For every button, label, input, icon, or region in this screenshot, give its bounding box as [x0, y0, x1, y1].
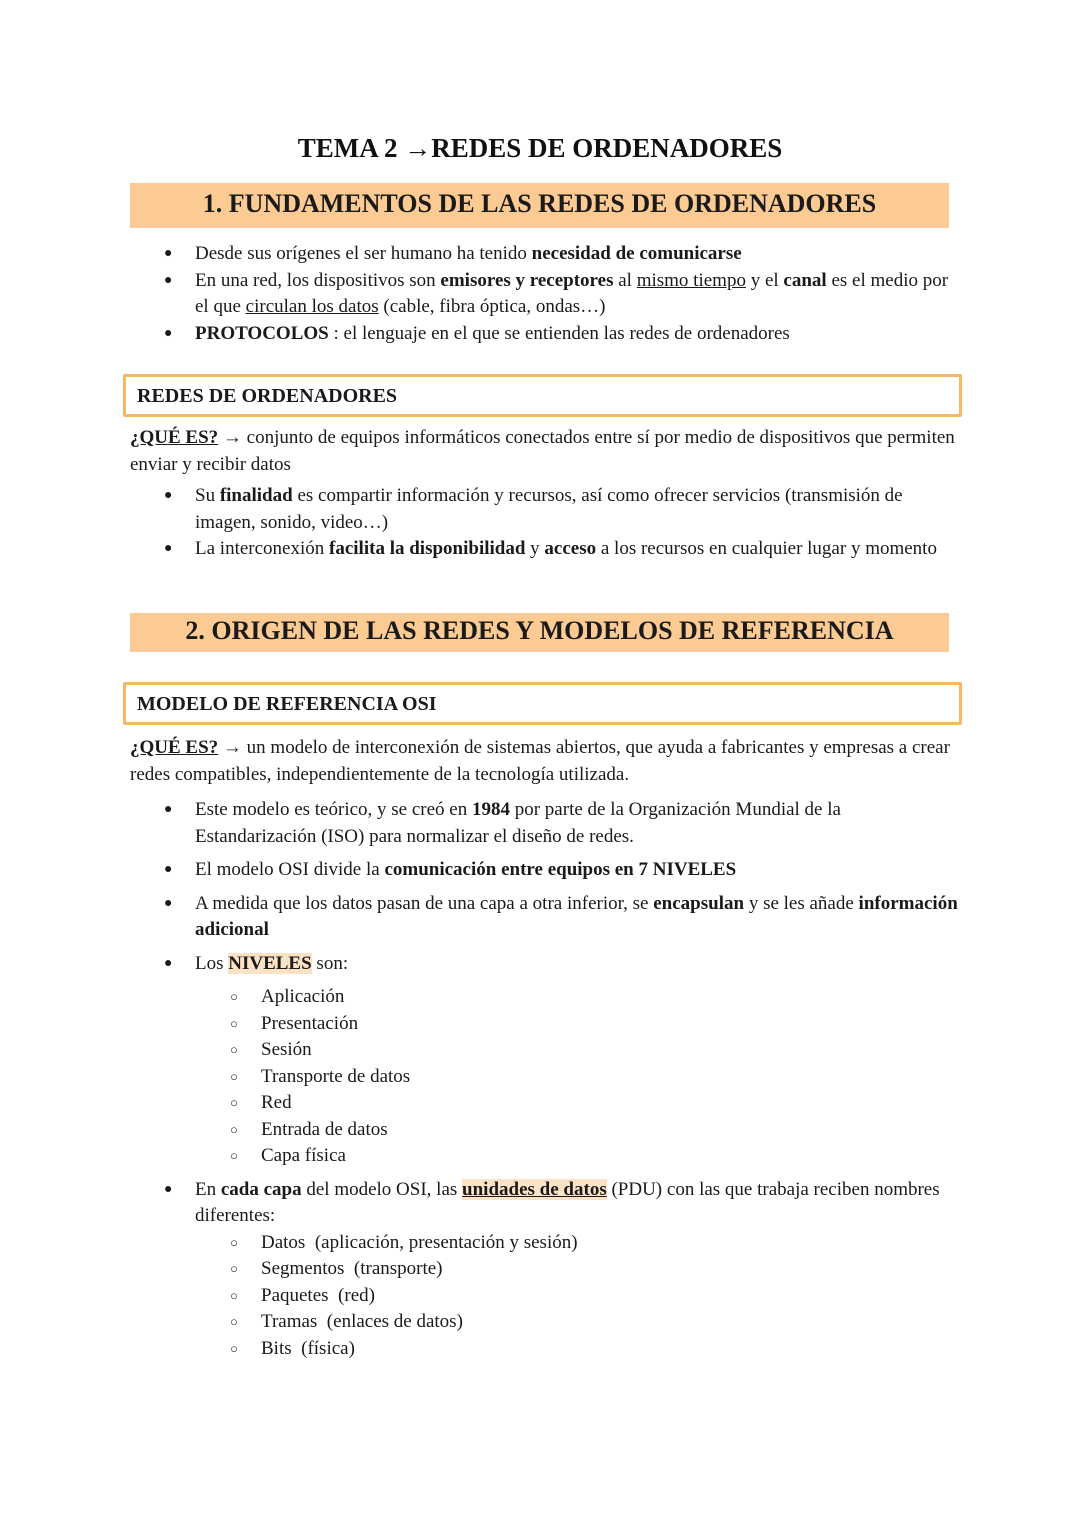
bold-text: información adicional	[195, 892, 958, 940]
definition-redes	[130, 425, 960, 478]
text: Su	[195, 485, 220, 506]
bold-text: emisores y receptores	[440, 269, 614, 291]
underlined-text: mismo tiempo	[636, 269, 746, 291]
list-item	[130, 321, 960, 348]
bold-text: comunicación entre equipos en 7 NIVELES	[384, 859, 737, 880]
pdu-list	[195, 1230, 960, 1363]
circle-bullet-icon: ○	[230, 989, 238, 1004]
sub-list-item	[195, 1309, 960, 1336]
question-label: ¿QUÉ ES?	[130, 427, 219, 448]
text: Sesión	[261, 1039, 312, 1060]
sub-list-item	[195, 984, 960, 1011]
section-heading-fundamentos: 1. FUNDAMENTOS DE LAS REDES DE ORDENADORES	[130, 183, 949, 228]
question-label: ¿QUÉ ES?	[130, 737, 219, 758]
text: En una red, los dispositivos son	[195, 269, 441, 291]
bullet-icon: ●	[164, 246, 173, 261]
text: del modelo OSI, las	[301, 1178, 463, 1200]
text: por parte de la Organización Mundial de la Estandarización (ISO) para normalizar el diseño de redes.	[195, 799, 841, 847]
box-heading-osi: MODELO DE REFERENCIA OSI	[123, 682, 962, 725]
sub-list-item	[195, 1143, 960, 1170]
bold-text: acceso	[544, 538, 597, 559]
text: Este modelo es teórico, y se creó en	[195, 799, 472, 820]
highlighted-text: unidades de datos	[462, 1178, 607, 1200]
text: y	[525, 538, 545, 559]
circle-bullet-icon: ○	[230, 1261, 238, 1276]
bold-text: 1984	[471, 799, 510, 820]
text: a los recursos en cualquier lugar y momento	[596, 538, 937, 559]
bullet-icon: ●	[164, 1181, 173, 1197]
text: Capa física	[261, 1145, 346, 1166]
text: La interconexión	[195, 538, 330, 559]
underlined-text: circulan los datos	[245, 296, 379, 317]
text: Los	[195, 952, 229, 974]
text: Segmentos (transporte)	[261, 1258, 443, 1279]
redes-list	[130, 483, 960, 563]
highlighted-text: NIVELES	[228, 952, 312, 974]
circle-bullet-icon: ○	[230, 1121, 238, 1137]
text: → conjunto de equipos informáticos conectados entre sí por medio de dispositivos que permiten enviar y recibir datos	[130, 427, 955, 475]
list-item	[130, 483, 960, 536]
bullet-icon: ●	[164, 895, 173, 911]
list-item	[130, 857, 960, 884]
text: al	[613, 269, 637, 291]
text: El modelo OSI divide la	[195, 859, 385, 880]
list-item	[130, 536, 960, 563]
text: Red	[261, 1092, 292, 1113]
bold-text: necesidad de comunicarse	[531, 243, 742, 264]
sub-list-item	[195, 1064, 960, 1091]
text: es compartir información y recursos, así como ofrecer servicios (transmisión de imagen, sonido, video…)	[195, 485, 903, 533]
sub-list-item	[195, 1256, 960, 1283]
circle-bullet-icon: ○	[230, 1095, 238, 1110]
text: → un modelo de interconexión de sistemas abiertos, que ayuda a fabricantes y empresas a crear redes compatibles, independientemente de la tecnología utilizada.	[130, 737, 950, 785]
circle-bullet-icon: ○	[230, 1340, 238, 1356]
text: Paquetes (red)	[261, 1284, 375, 1306]
circle-bullet-icon: ○	[230, 1042, 238, 1057]
bullet-icon: ●	[164, 862, 173, 877]
text: Tramas (enlaces de datos)	[261, 1311, 463, 1332]
sub-list-item	[195, 1117, 960, 1144]
sub-list-item	[195, 1283, 960, 1310]
sub-list-item	[195, 1230, 960, 1257]
circle-bullet-icon: ○	[230, 1015, 238, 1031]
text: y se les añade	[744, 892, 859, 914]
text: Transporte de datos	[261, 1065, 411, 1087]
list-item	[130, 797, 960, 850]
text: A medida que los datos pasan de una capa a otra inferior, se	[195, 892, 654, 914]
text: Desde sus orígenes el ser humano ha tenido	[195, 243, 532, 264]
fundamentos-list	[130, 241, 960, 347]
text: es el medio por el que	[195, 269, 949, 317]
bold-text: facilita la disponibilidad	[329, 538, 526, 559]
list-item	[130, 241, 960, 268]
text: (cable, fibra óptica, ondas…)	[378, 296, 606, 317]
bold-text: canal	[783, 269, 827, 291]
list-item	[130, 951, 960, 1170]
niveles-list	[195, 984, 960, 1170]
text: Bits (física)	[261, 1337, 355, 1359]
sub-list-item	[195, 1037, 960, 1064]
text: Datos (aplicación, presentación y sesión)	[261, 1231, 578, 1253]
text: (PDU) con las que trabaja reciben nombres diferentes:	[195, 1178, 940, 1226]
circle-bullet-icon: ○	[230, 1287, 238, 1303]
sub-list-item	[195, 1011, 960, 1038]
osi-list	[130, 797, 960, 1362]
section-heading-origen: 2. ORIGEN DE LAS REDES Y MODELOS DE REFERENCIA	[130, 613, 949, 652]
text: Entrada de datos	[261, 1118, 388, 1140]
bullet-icon: ●	[164, 541, 173, 556]
circle-bullet-icon: ○	[230, 1148, 238, 1163]
bullet-icon: ●	[164, 272, 173, 288]
document-title: TEMA 2 →REDES DE ORDENADORES	[297, 133, 783, 163]
definition-osi	[130, 735, 960, 788]
circle-bullet-icon: ○	[230, 1068, 238, 1084]
text: y el	[745, 269, 784, 291]
bullet-icon: ●	[164, 802, 173, 817]
text: Presentación	[261, 1012, 359, 1034]
bold-text: PROTOCOLOS	[195, 322, 329, 344]
sub-list-item	[195, 1336, 960, 1363]
sub-list-item	[195, 1090, 960, 1117]
bullet-icon: ●	[164, 955, 173, 971]
text: En	[195, 1178, 221, 1200]
bold-text: encapsulan	[653, 892, 745, 914]
text: son:	[311, 952, 349, 974]
bold-text: finalidad	[219, 485, 293, 506]
box-heading-redes: REDES DE ORDENADORES	[123, 374, 962, 417]
bullet-icon: ●	[164, 488, 173, 503]
bullet-icon: ●	[164, 325, 173, 341]
circle-bullet-icon: ○	[230, 1314, 238, 1329]
list-item	[130, 268, 960, 321]
list-item	[130, 891, 960, 944]
list-item	[130, 1177, 960, 1363]
text: : el lenguaje en el que se entienden las redes de ordenadores	[328, 322, 790, 344]
circle-bullet-icon: ○	[230, 1234, 238, 1250]
text: Aplicación	[261, 986, 345, 1007]
bold-text: cada capa	[220, 1178, 302, 1200]
